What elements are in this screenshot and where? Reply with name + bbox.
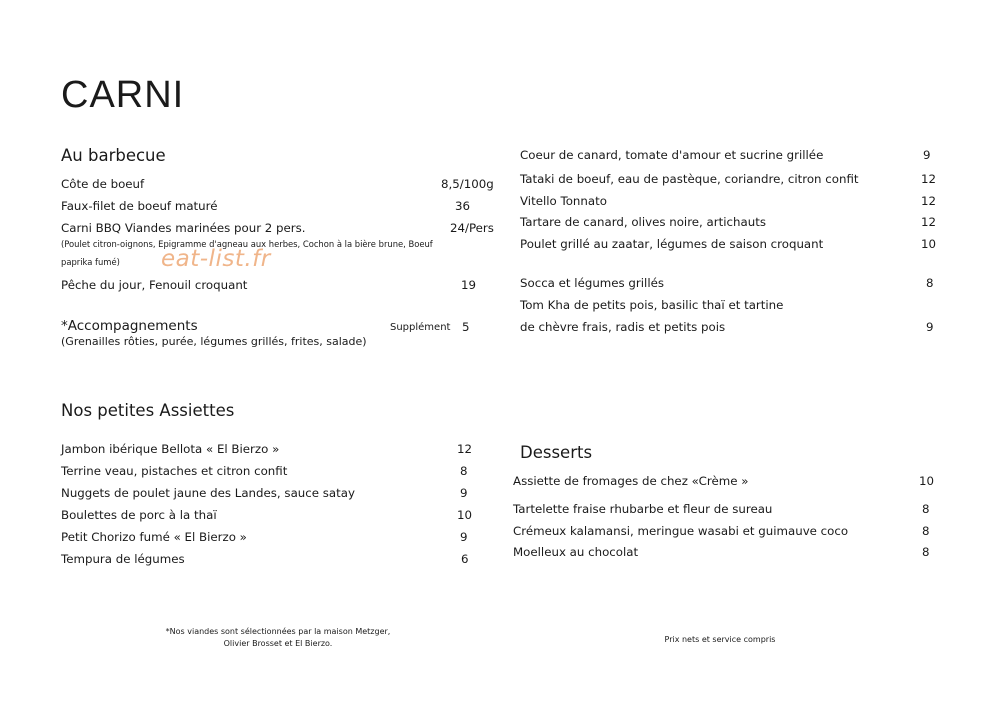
menu-item-price: 8 (460, 464, 468, 478)
supplement-label: Supplément (390, 322, 451, 333)
menu-item-name: Tom Kha de petits pois, basilic thaï et tartine (520, 298, 784, 312)
section-heading-assiettes: Nos petites Assiettes (61, 401, 235, 420)
accompagnements-heading: *Accompagnements (61, 318, 198, 334)
menu-item-name: Nuggets de poulet jaune des Landes, sauce satay (61, 486, 355, 500)
footer-note-line: *Nos viandes sont sélectionnées par la maison Metzger, (165, 627, 391, 636)
menu-item-name: Vitello Tonnato (520, 194, 607, 208)
menu-item-price: 5 (462, 320, 470, 334)
bbq-detail-text: paprika fumé) (61, 257, 120, 267)
menu-item-name: Jambon ibérique Bellota « El Bierzo » (61, 442, 280, 456)
menu-item-name: Crémeux kalamansi, meringue wasabi et guimauve coco (513, 524, 849, 538)
menu-item-price: 10 (919, 474, 935, 488)
menu-item-name: Pêche du jour, Fenouil croquant (61, 278, 248, 292)
menu-item-price: 8,5/100g (441, 177, 494, 191)
menu-item-name: Moelleux au chocolat (513, 545, 639, 559)
page-title: CARNI (61, 74, 185, 116)
watermark: eat-list.fr (161, 246, 271, 272)
menu-item-price: 12 (921, 215, 937, 229)
menu-item-name: Tartare de canard, olives noire, artichauts (520, 215, 766, 229)
menu-item-price: 9 (460, 486, 468, 500)
menu-item-price: 12 (457, 442, 473, 456)
menu-item-name: Boulettes de porc à la thaï (61, 508, 217, 522)
menu-item-name: Assiette de fromages de chez «Crème » (513, 474, 749, 488)
menu-item-name: Faux-filet de boeuf maturé (61, 199, 218, 213)
menu-item-name: Côte de boeuf (61, 177, 145, 191)
section-heading-barbecue: Au barbecue (61, 146, 166, 165)
menu-item-name: Tempura de légumes (61, 552, 185, 566)
footer-note-line: Olivier Brosset et El Bierzo. (223, 639, 333, 648)
menu-item-price: 8 (922, 502, 930, 516)
menu-item-price: 12 (921, 194, 937, 208)
prix-nets-note: Prix nets et service compris (664, 635, 776, 644)
menu-item-name: de chèvre frais, radis et petits pois (520, 320, 726, 334)
bbq-detail-text: (Poulet citron-oignons, Epigramme d'agneau aux herbes, Cochon à la bière brune, Boeuf (61, 239, 433, 249)
menu-item-name: Socca et légumes grillés (520, 276, 665, 290)
menu-item-price: 12 (921, 172, 937, 186)
menu-item-price: 8 (922, 524, 930, 538)
section-heading-desserts: Desserts (520, 443, 593, 462)
menu-item-price: 6 (461, 552, 469, 566)
menu-item-name: Tartelette fraise rhubarbe et fleur de sureau (513, 502, 773, 516)
menu-item-price: 10 (457, 508, 473, 522)
menu-item-name: Carni BBQ Viandes marinées pour 2 pers. (61, 221, 306, 235)
menu-item-price: 19 (461, 278, 477, 292)
menu-item-price: 8 (922, 545, 930, 559)
menu-item-price: 9 (460, 530, 468, 544)
menu-item-name: Poulet grillé au zaatar, légumes de saison croquant (520, 237, 824, 251)
menu-item-price: 10 (921, 237, 937, 251)
accompagnements-detail: (Grenailles rôties, purée, légumes grillés, frites, salade) (61, 335, 367, 348)
menu-item-price: 36 (455, 199, 471, 213)
footer-note (128, 626, 428, 650)
menu-item-price: 9 (926, 320, 934, 334)
menu-item-name: Coeur de canard, tomate d'amour et sucrine grillée (520, 148, 824, 162)
menu-item-price: 8 (926, 276, 934, 290)
menu-item-name: Petit Chorizo fumé « El Bierzo » (61, 530, 247, 544)
menu-item-price: 24/Pers (450, 221, 494, 235)
menu-item-name: Terrine veau, pistaches et citron confit (61, 464, 288, 478)
menu-item-name: Tataki de boeuf, eau de pastèque, coriandre, citron confit (520, 172, 859, 186)
menu-item-price: 9 (923, 148, 931, 162)
